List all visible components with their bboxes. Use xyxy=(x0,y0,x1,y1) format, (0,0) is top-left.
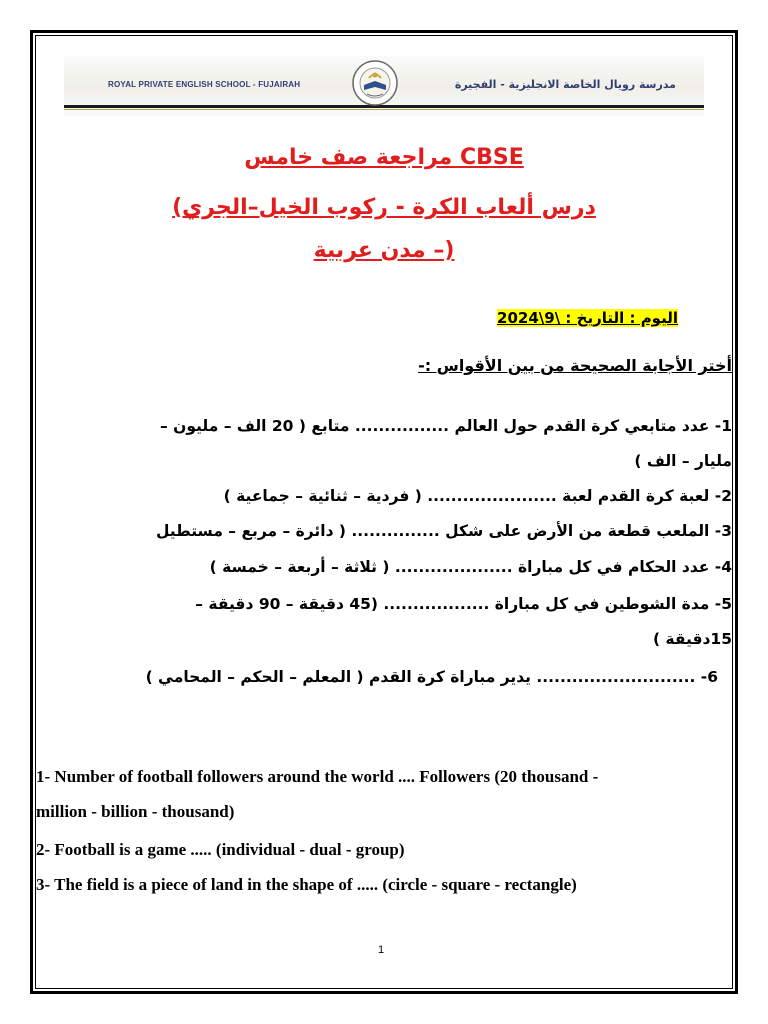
date-text: اليوم : التاريخ : \9\2024 xyxy=(497,309,678,327)
question-1-line-2: مليار – الف ) xyxy=(634,452,732,470)
english-question-1-line-2: million - billion - thousand) xyxy=(36,802,235,821)
date-line xyxy=(497,309,678,327)
banner-divider-gold xyxy=(64,109,704,110)
question-2: 2- لعبة كرة القدم لعبة ...................... ( فردية – ثنائية – جماعية ) xyxy=(223,487,732,505)
school-name-arabic: مدرسة رويال الخاصة الانجليزية - الفجيرة xyxy=(454,78,676,91)
question-5-line-2: 15دقيقة ) xyxy=(652,630,732,648)
school-name-english: ROYAL PRIVATE ENGLISH SCHOOL - FUJAIRAH xyxy=(108,80,301,89)
question-3: 3- الملعب قطعة من الأرض على شكل ............... ( دائرة – مربع – مستطيل xyxy=(155,522,732,540)
question-5-line-1: 5- مدة الشوطين في كل مباراة .................. (45 دقيقة – 90 دقيقة – xyxy=(195,595,732,613)
instruction: أختر الأجابة الصحيحة من بين الأقواس :- xyxy=(418,356,732,375)
english-question-1-line-1: 1- Number of football followers around the world .... Followers (20 thousand - xyxy=(36,767,599,786)
english-question-3: 3- The field is a piece of land in the shape of ..... (circle - square - rectangle) xyxy=(36,875,577,894)
lesson-title: درس ألعاب الكرة - ركوب الخيل–الجري) xyxy=(172,195,596,220)
question-1-line-1: 1- عدد متابعي كرة القدم حول العالم ................ متابع ( 20 الف – مليون – xyxy=(159,417,732,435)
lesson-title-continued: (– مدن عربية xyxy=(313,238,455,263)
page-title: CBSE مراجعة صف خامس xyxy=(244,145,524,170)
school-logo-icon xyxy=(342,58,408,108)
page-number: 1 xyxy=(378,944,385,956)
question-6: 6- ........................... يدير مباراة كرة القدم ( المعلم – الحكم – المحامي ) xyxy=(145,668,718,686)
question-4: 4- عدد الحكام في كل مباراة .................... ( ثلاثة – أربعة – خمسة ) xyxy=(209,558,732,576)
english-question-2: 2- Football is a game ..... (individual - dual - group) xyxy=(36,840,405,859)
school-header-banner xyxy=(64,56,704,116)
